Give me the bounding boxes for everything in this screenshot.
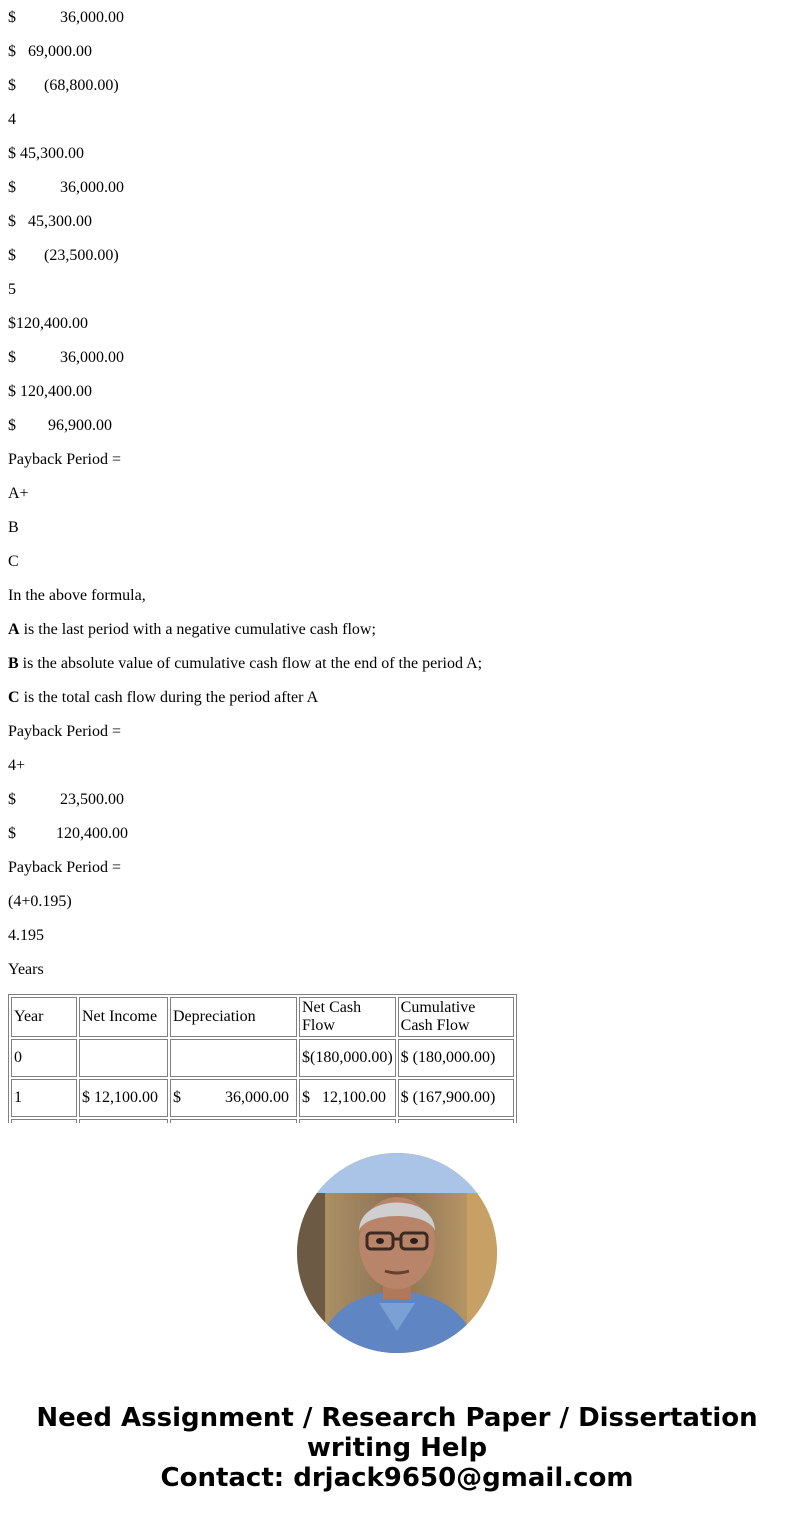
definition-term: A xyxy=(8,621,20,638)
definition-text: is the last period with a negative cumulative cash flow; xyxy=(19,621,376,638)
text-line: $ (23,500.00) xyxy=(8,247,119,264)
text-line: (4+0.195) xyxy=(8,893,72,910)
definition-term: C xyxy=(8,689,20,706)
header-net-income: Net Income xyxy=(79,997,168,1037)
text-line: 5 xyxy=(8,281,16,298)
footer-contact: Contact: drjack9650@gmail.com xyxy=(160,1463,634,1493)
text-line: Payback Period = xyxy=(8,723,121,740)
author-portrait-icon xyxy=(297,1153,497,1353)
table-cell: $(180,000.00) xyxy=(299,1039,396,1077)
table-cell: $ 12,100.00 xyxy=(79,1079,168,1117)
definition-term: B xyxy=(8,655,19,672)
text-line: $ 45,300.00 xyxy=(8,213,92,230)
table-cell xyxy=(299,1119,396,1123)
table-cell xyxy=(170,1039,297,1077)
definition-a xyxy=(8,612,788,646)
table-cell xyxy=(79,1039,168,1077)
text-line: $120,400.00 xyxy=(8,315,88,332)
text-line: $ 23,500.00 xyxy=(8,791,124,808)
text-line: In the above formula, xyxy=(8,587,146,604)
text-line: $ 120,400.00 xyxy=(8,383,92,400)
table-cell xyxy=(170,1119,297,1123)
header-cumulative-cash-flow: Cumulative Cash Flow xyxy=(398,997,514,1037)
table-row xyxy=(11,1079,514,1117)
table-cell xyxy=(11,1119,77,1123)
text-line: C xyxy=(8,553,19,570)
table-cell: $ 36,000.00 xyxy=(170,1079,297,1117)
text-line: Years xyxy=(8,961,44,978)
text-line: $ 45,300.00 xyxy=(8,145,84,162)
footer-line: writing Help xyxy=(306,1433,488,1463)
author-avatar xyxy=(297,1153,497,1353)
table-cell: 0 xyxy=(11,1039,77,1077)
document-body xyxy=(8,0,788,1123)
table-cell: $ (180,000.00) xyxy=(398,1039,514,1077)
definition-text: is the absolute value of cumulative cash flow at the end of the period A; xyxy=(18,655,483,672)
header-year: Year xyxy=(11,997,77,1037)
cash-flow-table xyxy=(8,994,517,1123)
table-row xyxy=(11,1039,514,1077)
text-line: 4 xyxy=(8,111,16,128)
text-line: $ 36,000.00 xyxy=(8,9,124,26)
text-line: $ 69,000.00 xyxy=(8,43,92,60)
table-cell: $ 12,100.00 xyxy=(299,1079,396,1117)
text-line: $ 36,000.00 xyxy=(8,349,124,366)
header-net-cash-flow: Net Cash Flow xyxy=(299,997,396,1037)
definition-text: is the total cash flow during the period after A xyxy=(19,689,319,706)
definition-c xyxy=(8,680,788,714)
footer-banner xyxy=(0,1403,794,1493)
text-line: 4.195 xyxy=(8,927,44,944)
table-cell: $ (167,900.00) xyxy=(398,1079,514,1117)
definition-b xyxy=(8,646,788,680)
text-line: $ 36,000.00 xyxy=(8,179,124,196)
text-line: B xyxy=(8,519,19,536)
footer-line: Need Assignment / Research Paper / Dissertation xyxy=(36,1403,758,1433)
table-row xyxy=(11,1119,514,1123)
text-line: $ 96,900.00 xyxy=(8,417,112,434)
text-line: $ 120,400.00 xyxy=(8,825,128,842)
text-line: Payback Period = xyxy=(8,859,121,876)
text-line: Payback Period = xyxy=(8,451,121,468)
table-cell: 1 xyxy=(11,1079,77,1117)
text-line: A+ xyxy=(8,485,29,502)
text-line: 4+ xyxy=(8,757,26,774)
header-depreciation: Depreciation xyxy=(170,997,297,1037)
table-header-row xyxy=(11,997,514,1037)
text-line: $ (68,800.00) xyxy=(8,77,119,94)
table-cell xyxy=(79,1119,168,1123)
table-cell xyxy=(398,1119,514,1123)
